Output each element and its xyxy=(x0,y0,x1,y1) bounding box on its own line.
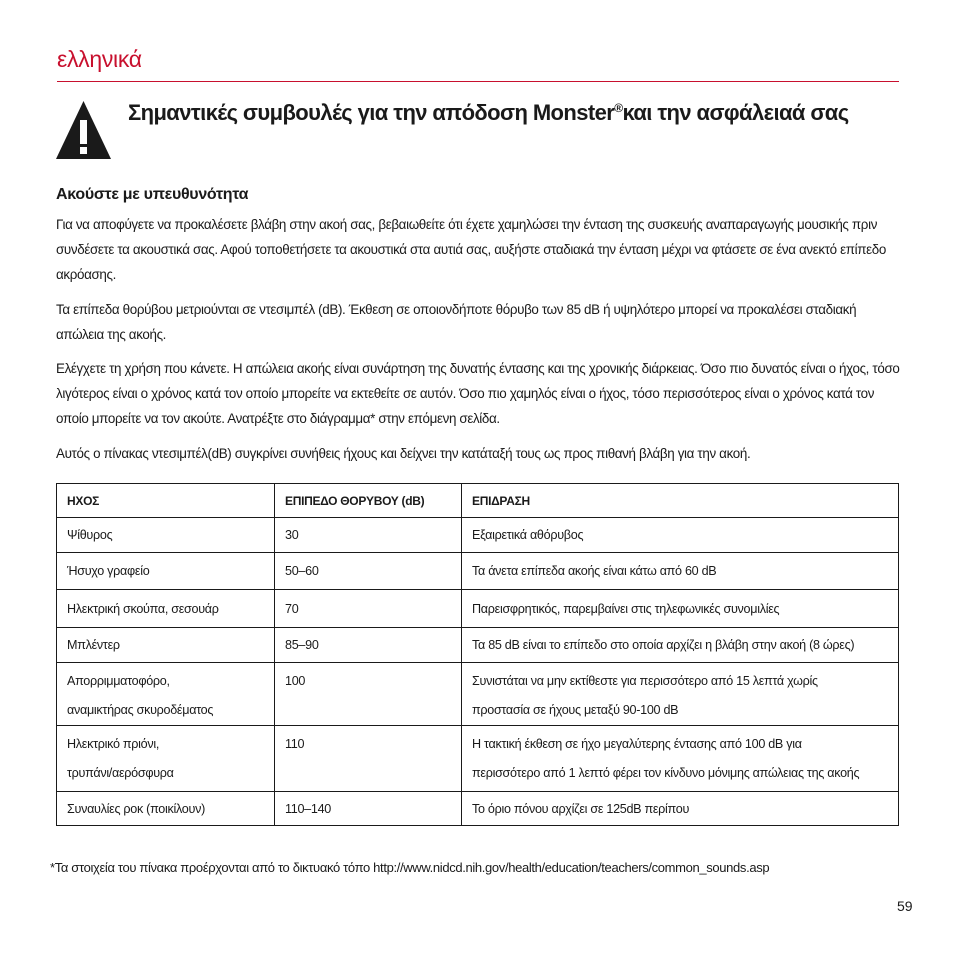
table-row xyxy=(57,590,899,628)
cell-effect-line: Η τακτική έκθεση σε ήχο μεγαλύτερης έντασης από 100 dB για xyxy=(472,737,802,751)
cell-effect-line: περισσότερο από 1 λεπτό φέρει τον κίνδυνο μόνιμης απώλειας της ακοής xyxy=(472,766,860,780)
cell-sound: Ψίθυρος xyxy=(57,518,275,553)
paragraph-1: Για να αποφύγετε να προκαλέσετε βλάβη στην ακοή σας, βεβαιωθείτε ότι έχετε χαμηλώσει την ένταση της συσκευής αναπαραγωγής μουσικής πριν συνδέσετε τα ακουστικά σας. Αφού τοποθετήσετε τα ακουστικά στα αυτιά σας, αυξήστε σταδιακά την ένταση μέχρι να φτάσετε σε ένα ανεκτό επίπεδο ακρόασης. xyxy=(56,217,886,282)
table-row xyxy=(57,518,899,553)
table-row xyxy=(57,726,899,792)
cell-effect xyxy=(462,663,899,726)
header-sound: ΗΧΟΣ xyxy=(57,484,275,518)
table-row xyxy=(57,792,899,826)
cell-sound: Συναυλίες ροκ (ποικίλουν) xyxy=(57,792,275,826)
cell-sound-line: αναμικτήρας σκυροδέματος xyxy=(67,703,214,717)
cell-sound: Μπλέντερ xyxy=(57,628,275,663)
title-text-end: και την ασφάλειαά σας xyxy=(622,100,849,125)
cell-level: 85–90 xyxy=(275,628,462,663)
language-label: ελληνικά xyxy=(57,46,142,72)
paragraph-3: Ελέγχετε τη χρήση που κάνετε. Η απώλεια ακοής είναι συνάρτηση της δυνατής έντασης και της χρονικής διάρκειας. Όσο πιο δυνατός είναι ο ήχος, τόσο λιγότερος είναι ο χρόνος κατά τον οποίο μπορείτε να εκτεθείτε σε αυτόν. Όσο πιο χαμηλός είναι ο ήχος, τόσο περισσότερος είναι ο χρόνος κατά τον οποίο μπορείτε να τον ακούτε. Ανατρέξτε στο διάγραμμα* στην επόμενη σελίδα. xyxy=(56,361,900,426)
cell-sound-line: τρυπάνι/αερόσφυρα xyxy=(67,766,174,780)
cell-sound: Ήσυχο γραφείο xyxy=(57,553,275,590)
registered-mark: ® xyxy=(614,101,623,115)
cell-effect xyxy=(462,726,899,792)
cell-sound xyxy=(57,726,275,792)
cell-level: 30 xyxy=(275,518,462,553)
cell-level: 50–60 xyxy=(275,553,462,590)
table-row xyxy=(57,553,899,590)
cell-effect-line: Συνιστάται να μην εκτίθεστε για περισσότερο από 15 λεπτά χωρίς xyxy=(472,674,818,688)
section-heading: Ακούστε με υπευθυνότητα xyxy=(56,186,249,203)
page-number: 59 xyxy=(897,898,913,914)
paragraph-4: Αυτός ο πίνακας ντεσιμπέλ(dB) συγκρίνει συνήθεις ήχους και δείχνει την κατάταξή τους ως προς πιθανή βλάβη για την ακοή. xyxy=(56,446,751,461)
cell-level: 70 xyxy=(275,590,462,628)
cell-level: 110–140 xyxy=(275,792,462,826)
paragraph-2: Τα επίπεδα θορύβου μετριούνται σε ντεσιμπέλ (dB). Έκθεση σε οποιονδήποτε θόρυβο των 85 dB ή υψηλότερο μπορεί να προκαλέσει σταδιακή απώλεια της ακοής. xyxy=(56,302,857,342)
cell-sound-line: Ηλεκτρικό πριόνι, xyxy=(67,737,160,751)
cell-level xyxy=(275,726,462,792)
table-row xyxy=(57,628,899,663)
cell-effect: Το όριο πόνου αρχίζει σε 125dB περίπου xyxy=(462,792,899,826)
cell-level xyxy=(275,663,462,726)
page-title xyxy=(128,100,849,126)
footnote: *Τα στοιχεία του πίνακα προέρχονται από το δικτυακό τόπο http://www.nidcd.nih.gov/health/education/teachers/common_sounds.asp xyxy=(50,860,770,875)
header-level: ΕΠΙΠΕΔΟ ΘΟΡΥΒΟΥ (dB) xyxy=(275,484,462,518)
table-header-row xyxy=(57,484,899,518)
warning-triangle-icon xyxy=(55,100,112,160)
title-text: Σημαντικές συμβουλές για την απόδοση Monster xyxy=(128,100,615,125)
table-row xyxy=(57,663,899,726)
cell-effect: Τα άνετα επίπεδα ακοής είναι κάτω από 60 dB xyxy=(462,553,899,590)
header-effect: ΕΠΙΔΡΑΣΗ xyxy=(462,484,899,518)
cell-sound: Ηλεκτρική σκούπα, σεσουάρ xyxy=(57,590,275,628)
noise-level-table xyxy=(56,483,899,826)
cell-level-value: 100 xyxy=(285,674,306,688)
cell-effect: Παρεισφρητικός, παρεμβαίνει στις τηλεφωνικές συνομιλίες xyxy=(462,590,899,628)
header-rule xyxy=(57,81,899,82)
cell-effect: Τα 85 dB είναι το επίπεδο στο οποία αρχίζει η βλάβη στην ακοή (8 ώρες) xyxy=(462,628,899,663)
cell-sound-line: Απορριμματοφόρο, xyxy=(67,674,170,688)
cell-level-value: 110 xyxy=(285,737,305,751)
cell-effect-line: προστασία σε ήχους μεταξύ 90-100 dB xyxy=(472,703,679,717)
cell-effect: Εξαιρετικά αθόρυβος xyxy=(462,518,899,553)
cell-sound xyxy=(57,663,275,726)
